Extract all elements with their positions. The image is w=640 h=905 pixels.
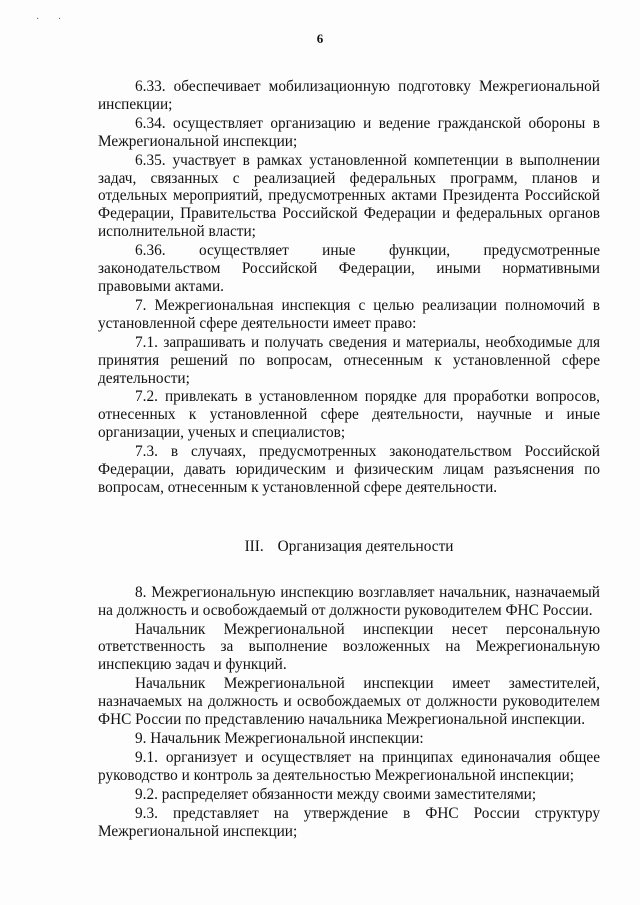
document-body (98, 78, 600, 841)
paragraph-7: 7. Межрегиональная инспекция с целью реализации полномочий в установленной сфере деятельности имеет право: (98, 296, 600, 332)
paragraph-6-35: 6.35. участвует в рамках установленной компетенции в выполнении задач, связанных с реализацией федеральных программ, планов и отдельных мероприятий, предусмотренных актами Президента Российской Федерации, Правительства Российской Федерации и федеральных органов исполнительной власти; (98, 151, 600, 241)
paragraph-7-3: 7.3. в случаях, предусмотренных законодательством Российской Федерации, давать юридическим и физическим лицам разъяснения по вопросам, отнесенным к установленной сфере деятельности. (98, 443, 600, 496)
paragraph-6-33: 6.33. обеспечивает мобилизационную подготовку Межрегиональной инспекции; (98, 78, 600, 113)
paragraph-9-2: 9.2. распределяет обязанности между своими заместителями; (135, 785, 537, 803)
paragraph-8-responsibility: Начальник Межрегиональной инспекции несет персональную ответственность за выполнение возложенных на Межрегиональную инспекцию задач и функций. (98, 620, 600, 674)
scan-specks: · · (36, 14, 70, 25)
paragraph-8-deputies: Начальник Межрегиональной инспекции имеет заместителей, назначаемых на должность и освобождаемых от должности руководителем ФНС России по представлению начальника Межрегиональной инспекции. (98, 675, 600, 729)
page-number: 6 (316, 31, 324, 46)
paragraph-7-2: 7.2. привлекать в установленном порядке для проработки вопросов, отнесенных к установленной сфере деятельности, научные и иные организации, ученых и специалистов; (98, 388, 600, 442)
paragraph-6-36: 6.36. осуществляет иные функции, предусмотренные законодательством Российской Федерации, иными нормативными правовыми актами. (98, 242, 600, 295)
section-heading (98, 538, 600, 556)
paragraph-9-3: 9.3. представляет на утверждение в ФНС России структуру Межрегиональной инспекции; (98, 804, 600, 840)
paragraph-9-1: 9.1. организует и осуществляет на принципах единоначалия общее руководство и контроль за деятельностью Межрегиональной инспекции; (98, 748, 600, 784)
section-number: III. (244, 537, 264, 555)
paragraph-9: 9. Начальник Межрегиональной инспекции: (135, 730, 424, 747)
paragraph-6-34: 6.34. осуществляет организацию и ведение гражданской обороны в Межрегиональной инспекции; (98, 114, 600, 150)
section-title: Организация деятельности (277, 537, 454, 555)
paragraph-8: 8. Межрегиональную инспекцию возглавляет начальник, назначаемый на должность и освобождаемый от должности руководителем ФНС России. (98, 583, 600, 619)
paragraph-7-1: 7.1. запрашивать и получать сведения и материалы, необходимые для принятия решений по вопросам, отнесенным к установленной сфере деятельности; (98, 333, 600, 387)
